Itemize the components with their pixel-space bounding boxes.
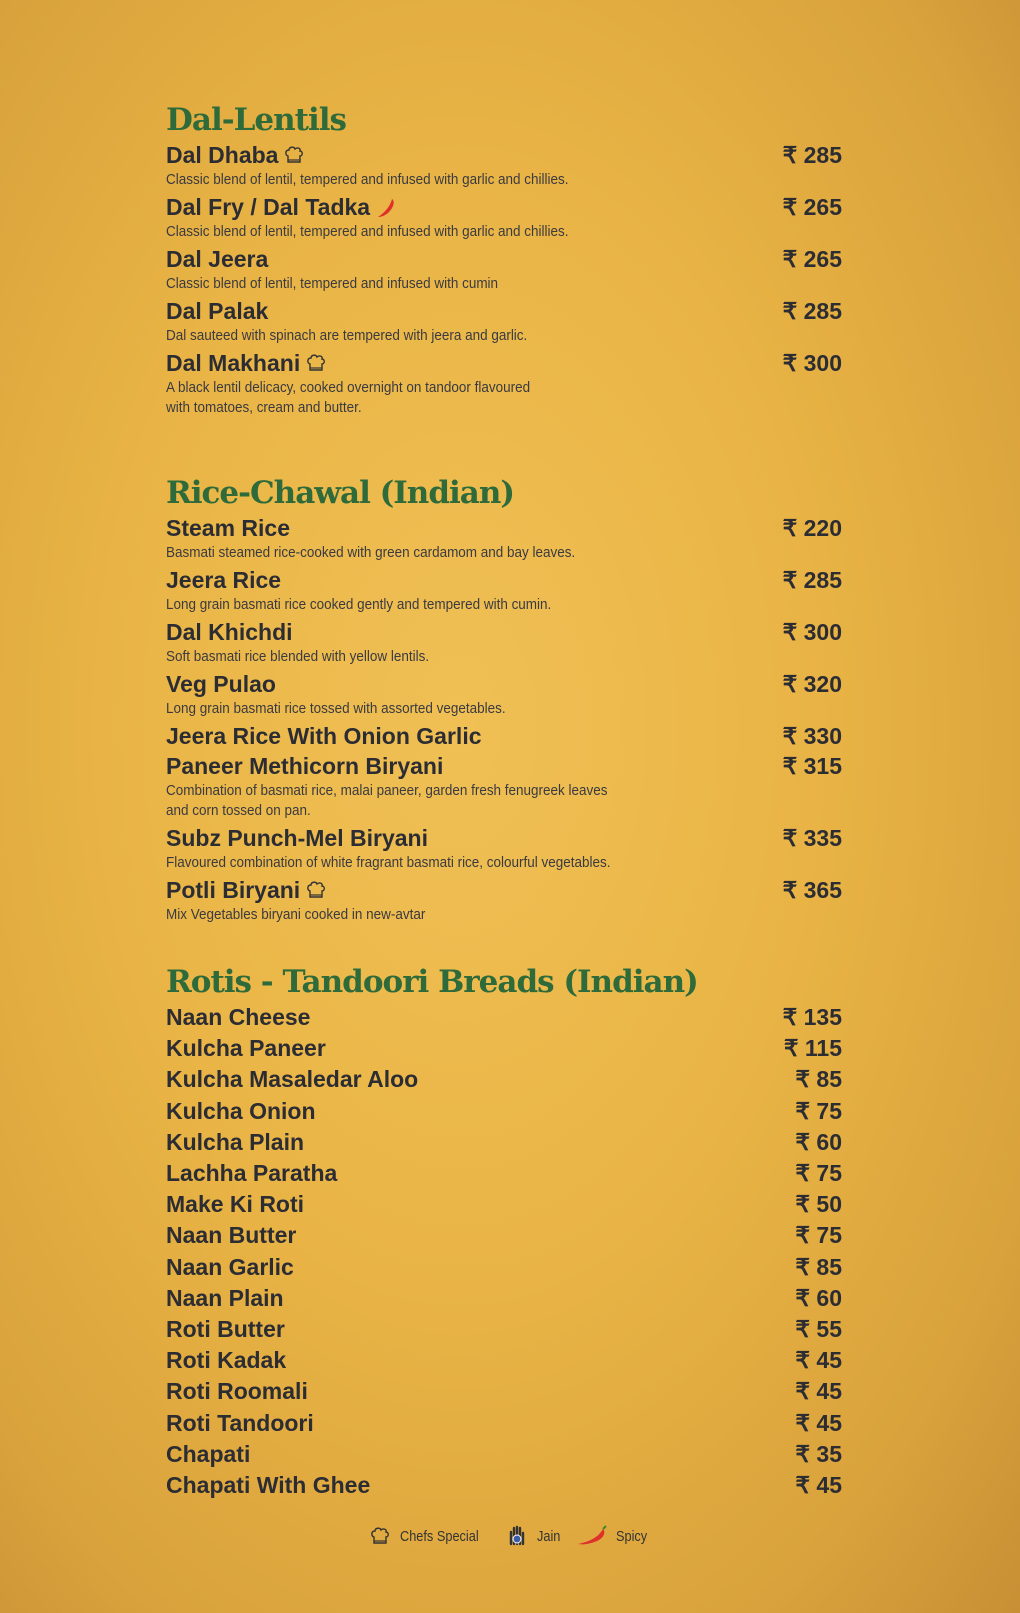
item-description [166, 595, 795, 615]
item-name: Kulcha Onion [166, 1097, 316, 1124]
item-description [166, 905, 795, 925]
section-rice-chawal [166, 473, 842, 927]
menu-item [166, 1127, 842, 1158]
item-name: Chapati [166, 1440, 251, 1467]
item-name: Jeera Rice [166, 566, 282, 593]
menu-item [166, 1220, 842, 1251]
menu-item [166, 1345, 842, 1376]
item-price: ₹ 300 [782, 349, 842, 376]
item-description [166, 543, 795, 563]
menu-item [166, 875, 842, 925]
menu-item [166, 721, 842, 751]
menu-item [166, 1002, 842, 1033]
item-description [166, 699, 795, 719]
item-name: Kulcha Masaledar Aloo [166, 1066, 419, 1093]
description-line: with tomatoes, cream and butter. [166, 400, 362, 416]
menu-item [166, 140, 842, 190]
menu-item [166, 244, 842, 294]
item-name: Potli Biryani [166, 876, 301, 903]
item-description [166, 781, 795, 821]
menu-item [166, 296, 842, 346]
description-line: A black lentil delicacy, cooked overnight on tandoor flavoured [166, 380, 531, 396]
item-description [166, 222, 795, 242]
chef-hat-icon [304, 351, 328, 375]
item-price: ₹ 75 [795, 1222, 842, 1249]
item-name: Naan Plain [166, 1284, 284, 1311]
description-line: Classic blend of lentil, tempered and infused with garlic and chillies. [166, 224, 569, 240]
description-line: Long grain basmati rice cooked gently and tempered with cumin. [166, 597, 552, 613]
menu-item [166, 1189, 842, 1220]
item-price: ₹ 265 [782, 193, 842, 220]
description-line: and corn tossed on pan. [166, 803, 311, 819]
menu-item [166, 1096, 842, 1127]
item-price: ₹ 45 [795, 1471, 842, 1498]
chilli-icon [576, 1524, 608, 1548]
description-line: Soft basmati rice blended with yellow lentils. [166, 649, 430, 665]
item-name: Lachha Paratha [166, 1160, 338, 1187]
item-price: ₹ 35 [795, 1440, 842, 1467]
menu-item [166, 1158, 842, 1189]
menu-item [166, 513, 842, 563]
legend-chefs-special: Chefs Special [400, 1527, 479, 1545]
menu-item [166, 565, 842, 615]
menu-item [166, 669, 842, 719]
item-price: ₹ 315 [782, 752, 842, 779]
menu-item [166, 1376, 842, 1407]
chef-hat-icon [368, 1524, 392, 1548]
item-name: Kulcha Paneer [166, 1035, 326, 1062]
item-price: ₹ 60 [795, 1128, 842, 1155]
description-line: Classic blend of lentil, tempered and infused with cumin [166, 276, 499, 292]
menu-item [166, 1314, 842, 1345]
item-name: Subz Punch-Mel Biryani [166, 824, 428, 851]
item-price: ₹ 75 [795, 1160, 842, 1187]
description-line: Combination of basmati rice, malai paneer, garden fresh fenugreek leaves [166, 783, 608, 799]
item-price: ₹ 320 [782, 670, 842, 697]
item-name: Naan Garlic [166, 1253, 294, 1280]
section-title: Rotis - Tandoori Breads (Indian) [166, 964, 698, 1000]
item-price: ₹ 285 [782, 297, 842, 324]
item-name: Roti Butter [166, 1315, 285, 1342]
item-name: Naan Cheese [166, 1004, 311, 1031]
item-price: ₹ 285 [782, 141, 842, 168]
item-description [166, 326, 795, 346]
item-name: Veg Pulao [166, 670, 276, 697]
description-line: Classic blend of lentil, tempered and infused with garlic and chillies. [166, 172, 569, 188]
section-title: Rice-Chawal (Indian) [166, 475, 515, 511]
menu-item [166, 1252, 842, 1283]
item-price: ₹ 50 [795, 1191, 842, 1218]
item-name: Dal Fry / Dal Tadka [166, 193, 371, 220]
item-description [166, 170, 795, 190]
description-line: Basmati steamed rice-cooked with green cardamom and bay leaves. [166, 545, 576, 561]
item-price: ₹ 45 [795, 1378, 842, 1405]
menu-item [166, 1439, 842, 1470]
chef-hat-icon [304, 878, 328, 902]
item-price: ₹ 265 [782, 245, 842, 272]
item-name: Roti Kadak [166, 1347, 287, 1374]
item-price: ₹ 135 [782, 1004, 842, 1031]
item-price: ₹ 45 [795, 1347, 842, 1374]
chef-hat-icon [282, 143, 306, 167]
item-price: ₹ 330 [782, 722, 842, 749]
description-line: Long grain basmati rice tossed with assorted vegetables. [166, 701, 506, 717]
item-name: Make Ki Roti [166, 1191, 305, 1218]
menu-item [166, 348, 842, 418]
jain-hand-icon [505, 1524, 529, 1548]
legend-jain: Jain [536, 1527, 560, 1545]
item-name: Dal Khichdi [166, 618, 293, 645]
item-description [166, 647, 795, 667]
menu-item [166, 1407, 842, 1438]
menu-item [166, 751, 842, 821]
menu-item [166, 1064, 842, 1095]
chilli-icon [374, 195, 398, 219]
section-dal-lentils [166, 100, 842, 420]
item-price: ₹ 300 [782, 618, 842, 645]
item-description [166, 274, 795, 294]
item-price: ₹ 285 [782, 566, 842, 593]
menu-item [166, 1470, 842, 1501]
item-price: ₹ 220 [782, 514, 842, 541]
item-description [166, 378, 795, 418]
section-title: Dal-Lentils [166, 102, 346, 138]
item-price: ₹ 45 [795, 1409, 842, 1436]
item-price: ₹ 75 [795, 1097, 842, 1124]
item-name: Jeera Rice With Onion Garlic [166, 722, 482, 749]
legend [368, 1524, 657, 1548]
item-description [166, 853, 795, 873]
section-rotis [166, 962, 842, 1501]
item-price: ₹ 335 [782, 824, 842, 851]
item-name: Roti Roomali [166, 1378, 308, 1405]
item-name: Naan Butter [166, 1222, 297, 1249]
item-name: Dal Makhani [166, 349, 301, 376]
item-price: ₹ 115 [783, 1035, 842, 1062]
menu-item [166, 823, 842, 873]
item-name: Kulcha Plain [166, 1128, 305, 1155]
item-name: Dal Jeera [166, 245, 269, 272]
item-name: Roti Tandoori [166, 1409, 314, 1436]
item-price: ₹ 60 [795, 1284, 842, 1311]
description-line: Dal sauteed with spinach are tempered with jeera and garlic. [166, 328, 528, 344]
item-price: ₹ 55 [795, 1315, 842, 1342]
description-line: Mix Vegetables biryani cooked in new-avtar [166, 907, 426, 923]
item-name: Dal Dhaba [166, 141, 279, 168]
legend-spicy: Spicy [616, 1527, 648, 1545]
item-name: Steam Rice [166, 514, 291, 541]
description-line: Flavoured combination of white fragrant basmati rice, colourful vegetables. [166, 855, 611, 871]
menu-item [166, 1033, 842, 1064]
item-name: Paneer Methicorn Biryani [166, 752, 444, 779]
item-price: ₹ 365 [782, 876, 842, 903]
item-price: ₹ 85 [795, 1066, 842, 1093]
item-price: ₹ 85 [795, 1253, 842, 1280]
menu-item [166, 192, 842, 242]
menu-item [166, 617, 842, 667]
menu-item [166, 1283, 842, 1314]
item-name: Chapati With Ghee [166, 1471, 371, 1498]
item-name: Dal Palak [166, 297, 269, 324]
